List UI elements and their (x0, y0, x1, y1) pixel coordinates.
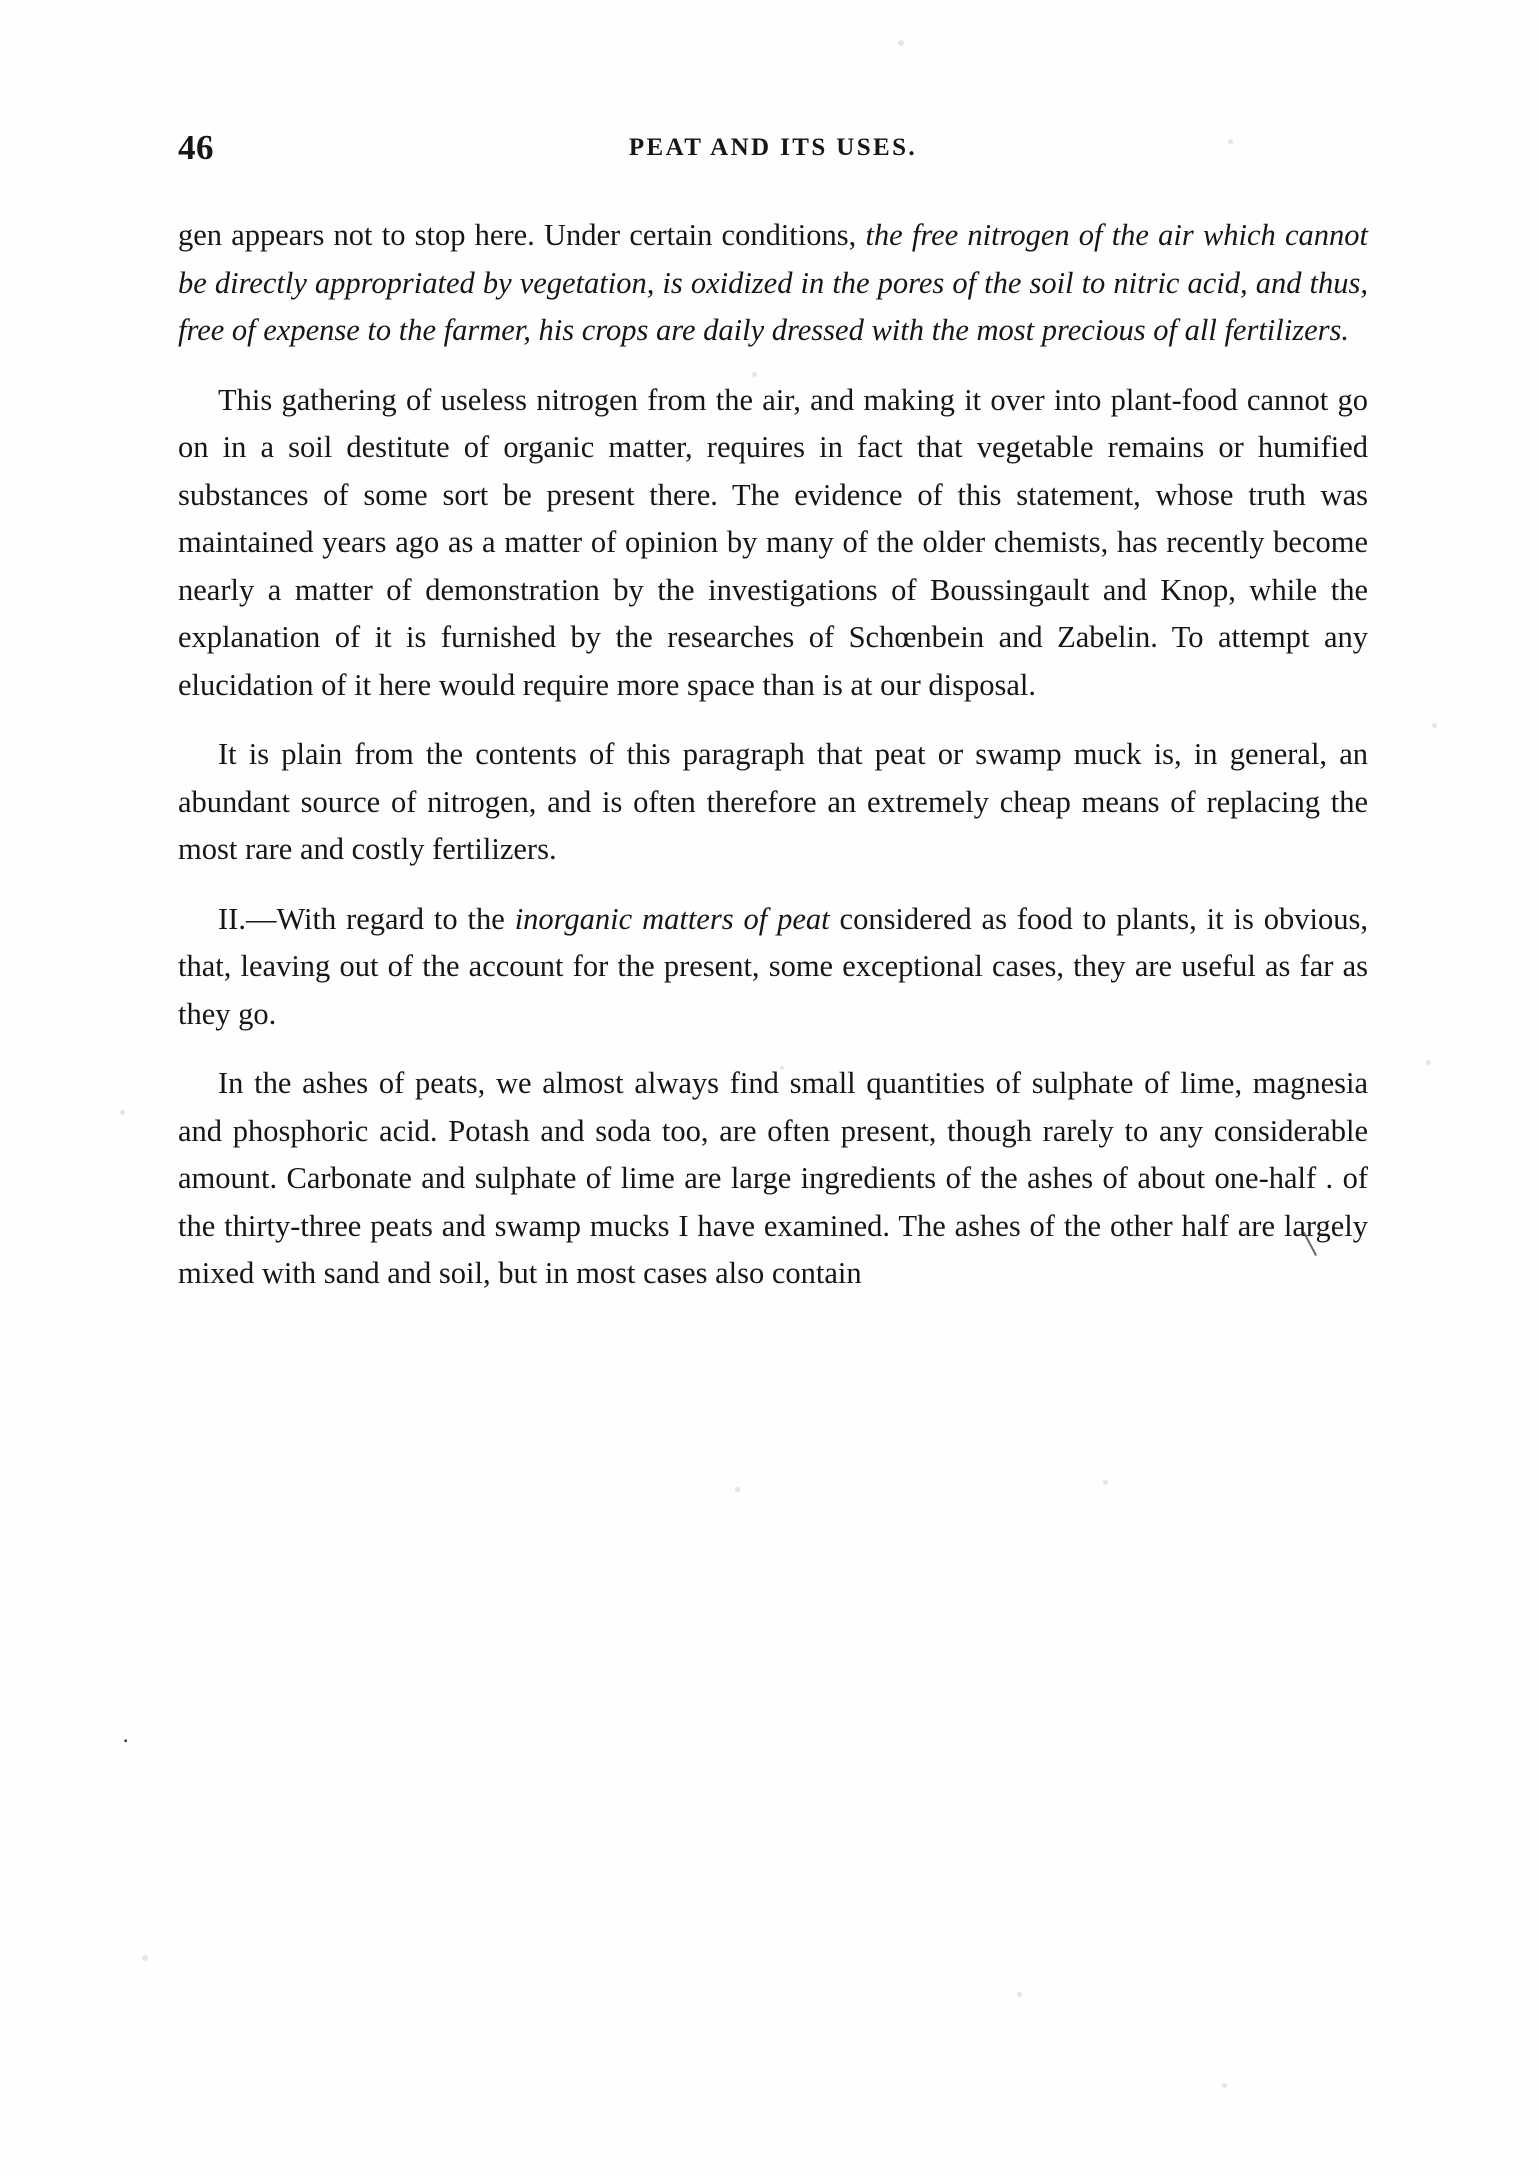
paragraph-1-roman: gen appears not to stop here. Under certain conditions, (178, 218, 857, 252)
speck (142, 1955, 148, 1961)
speck (120, 1110, 125, 1115)
speck (1222, 2083, 1227, 2088)
page-header (178, 128, 1368, 168)
paragraph-1 (178, 212, 1368, 355)
speck (1017, 1992, 1022, 1997)
margin-mark-left: ․ (122, 1722, 130, 1747)
speck (1426, 1060, 1431, 1065)
paragraph-4 (178, 896, 1368, 1039)
paragraph-5: In the ashes of peats, we almost always find small quantities of sulphate of lime, magnesia and phosphoric acid. Potash and soda too, are often present, though rarely to any considerable amount. Carbonate and sulphate of lime are large ingredients of the ashes of about one-half . of the thirty-three peats and swamp mucks I have examined. The ashes of the other half are largely mixed with sand and soil, but in most cases also contain (178, 1066, 1368, 1290)
speck (898, 40, 904, 46)
paragraph-4-tail: considered as food to plants, it is obvious, that, leaving out of the account for the present, some exceptional cases, they are useful as far as they go. (178, 901, 1368, 1031)
speck (1432, 723, 1437, 728)
running-head: PEAT AND ITS USES. (628, 134, 918, 161)
speck (1103, 1480, 1108, 1485)
paragraph-4-italic: inorganic matters of peat (514, 901, 830, 936)
paragraph-4-lead: II.—With regard to the (218, 901, 515, 936)
speck (735, 1487, 740, 1492)
paragraph-1-italic: the free nitrogen of the air which cannot be directly appropriated by vegetation, is oxidized in the pores of the soil to nitric acid, and thus, free of expense to the farmer, his crops are daily dressed with the most precious of all fertilizers. (178, 218, 1369, 347)
paragraph-3: It is plain from the contents of this paragraph that peat or swamp muck is, in general, an abundant source of nitrogen, and is often therefore an extremely cheap means of replacing the most rare and costly fertilizers. (178, 737, 1368, 866)
paragraph-2: This gathering of useless nitrogen from the air, and making it over into plant-food cannot go on in a soil destitute of organic matter, requires in fact that vegetable remains or humified substances of some sort be present there. The evidence of this statement, whose truth was maintained years ago as a matter of opinion by many of the older chemists, has recently become nearly a matter of demonstration by the investigations of Boussingault and Knop, while the explanation of it is furnished by the researches of Schœnbein and Zabelin. To attempt any elucidation of it here would require more space than is at our disposal. (178, 382, 1368, 702)
page-number: 46 (178, 128, 214, 167)
page-body (178, 212, 1368, 1320)
